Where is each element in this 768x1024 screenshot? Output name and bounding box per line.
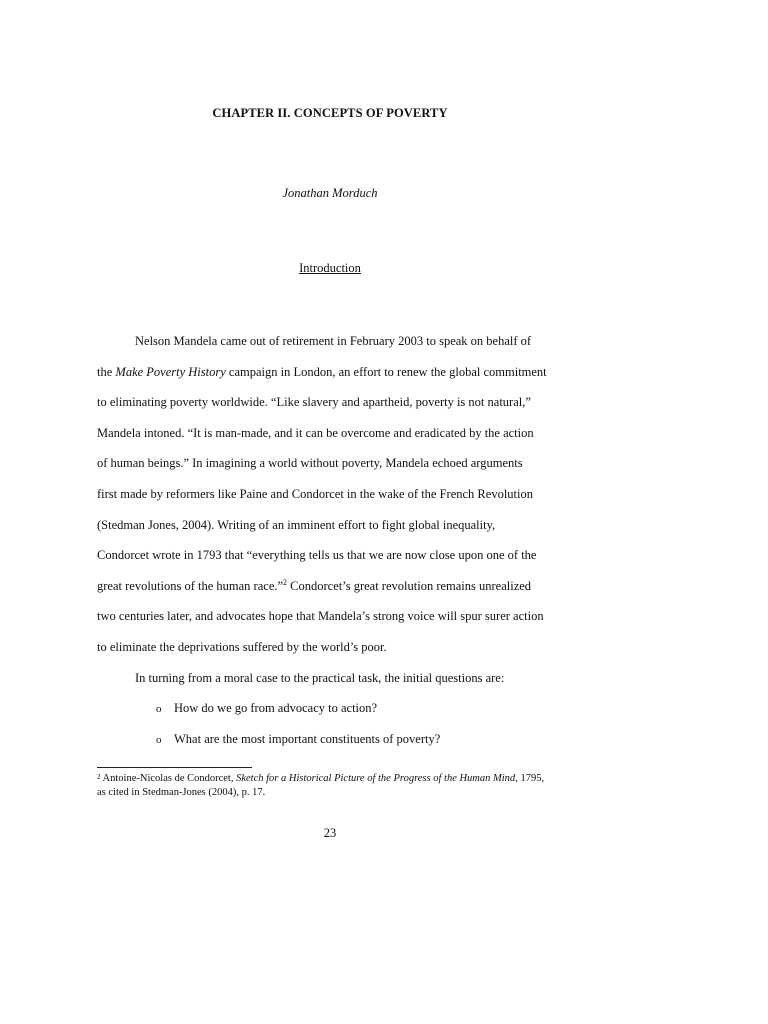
question-item bbox=[97, 730, 575, 761]
body-line: In turning from a moral case to the practical task, the initial questions are: bbox=[135, 670, 505, 685]
footnote-book-title: Sketch for a Historical Picture of the Progress of the Human Mind bbox=[236, 773, 516, 784]
body-line: Nelson Mandela came out of retirement in February 2003 to speak on behalf of bbox=[135, 334, 532, 348]
question-text: What are the most important constituents of poverty? bbox=[174, 731, 441, 746]
body-line: Condorcet wrote in 1793 that “everything tells us that we are now close upon one of the bbox=[97, 548, 537, 563]
page-number: 23 bbox=[323, 826, 337, 840]
body-line: of human beings.” In imagining a world without poverty, Mandela echoed arguments bbox=[97, 456, 523, 471]
body-text-segment: the bbox=[97, 364, 116, 379]
chapter-title: CHAPTER II. CONCEPTS OF POVERTY bbox=[212, 106, 448, 120]
body-text-segment: great revolutions of the human race.” bbox=[97, 578, 284, 593]
body-line bbox=[97, 363, 575, 394]
body-line: two centuries later, and advocates hope that Mandela’s strong voice will spur surer action bbox=[97, 609, 544, 624]
body-line: first made by reformers like Paine and Condorcet in the wake of the French Revolution bbox=[97, 486, 533, 501]
bullet-marker: o bbox=[156, 733, 162, 746]
footnote-text: Antoine-Nicolas de Condorcet, bbox=[100, 773, 237, 784]
body-text bbox=[97, 332, 575, 760]
footnote-line: as cited in Stedman-Jones (2004), p. 17. bbox=[97, 786, 266, 798]
body-line: to eliminating poverty worldwide. “Like slavery and apartheid, poverty is not natural,” bbox=[97, 395, 531, 410]
question-text: How do we go from advocacy to action? bbox=[174, 701, 378, 716]
body-line: (Stedman Jones, 2004). Writing of an imminent effort to fight global inequality, bbox=[97, 517, 496, 532]
body-line: to eliminate the deprivations suffered by the world’s poor. bbox=[97, 639, 387, 654]
footnote-divider bbox=[97, 767, 252, 768]
footnote-text: , 1795, bbox=[515, 773, 545, 784]
body-text-segment: Condorcet’s great revolution remains unrealized bbox=[287, 578, 532, 593]
footnote-reference: 2 bbox=[283, 577, 288, 587]
author-name: Jonathan Morduch bbox=[282, 186, 378, 200]
bullet-marker: o bbox=[156, 703, 162, 716]
body-text-segment: campaign in London, an effort to renew the global commitment bbox=[225, 364, 547, 379]
section-heading: Introduction bbox=[299, 261, 361, 275]
question-item bbox=[97, 699, 575, 730]
campaign-name: Make Poverty History bbox=[115, 364, 226, 379]
body-line bbox=[97, 577, 575, 608]
footnote-number: 2 bbox=[97, 773, 101, 781]
footnote bbox=[97, 772, 577, 799]
body-line: Mandela intoned. “It is man-made, and it can be overcome and eradicated by the action bbox=[97, 425, 534, 440]
footnote-line bbox=[97, 772, 577, 786]
